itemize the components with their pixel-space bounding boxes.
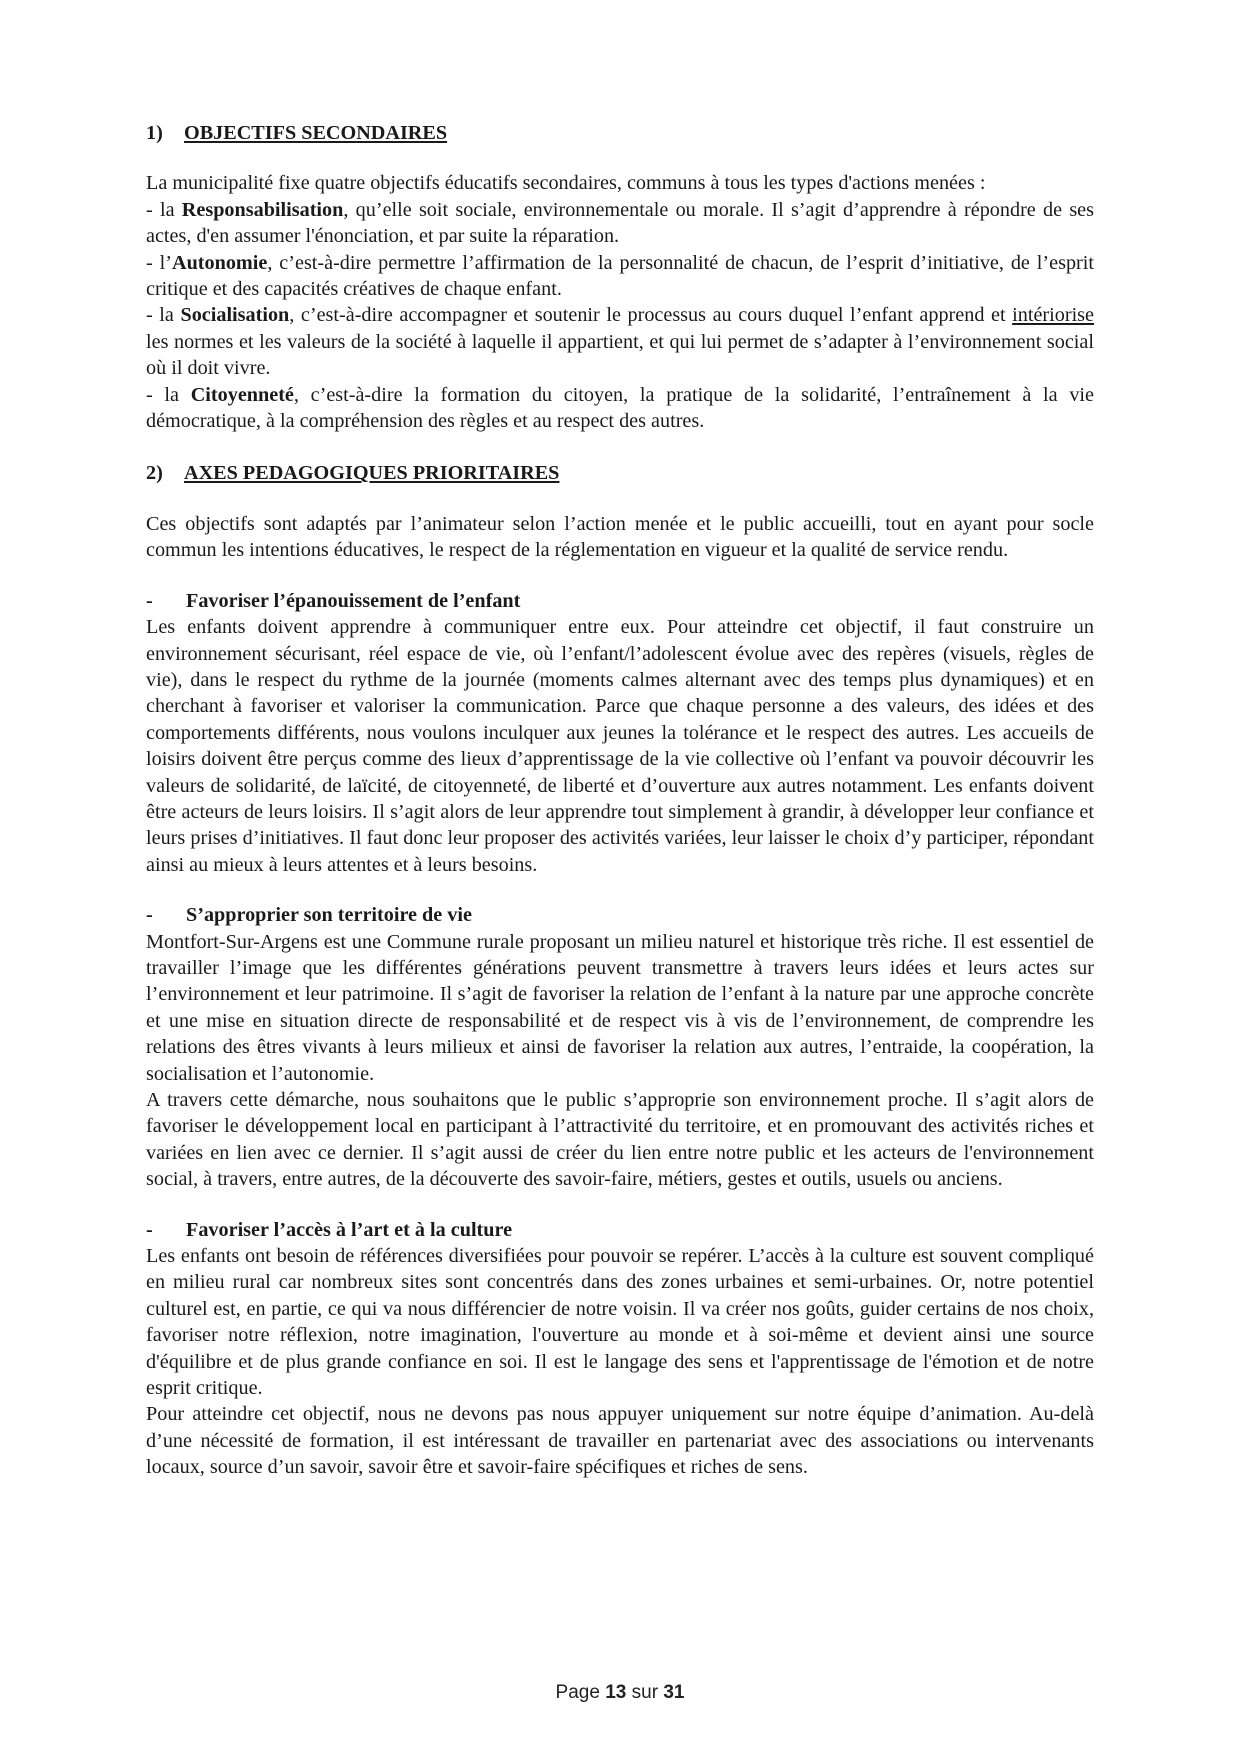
objective-item-responsabilisation: - la Responsabilisation, qu’elle soit sociale, environnementale ou morale. Il s’agit d’apprendre à répondre de ses actes, d'en assumer l'énonciation, et par suite la réparation.	[146, 198, 1094, 248]
axis-paragraph: Les enfants doivent apprendre à communiquer entre eux. Pour atteindre cet objectif, il faut construire un environnement sécurisant, réel espace de vie, où l’enfant/l’adolescent évolue avec des repères (visuels, règles de vie), dans le respect du rythme de la journée (moments calmes alternant avec des temps plus dynamiques) et en cherchant à favoriser et valoriser la communication. Parce que chaque personne a des valeurs, des idées et des comportements différents, nous voulons inculquer aux jeunes la tolérance et le respect des autres. Les accueils de loisirs doivent être perçus comme des lieux d’apprentissage de la vie collective où l’enfant va pouvoir découvrir les valeurs de solidarité, de laïcité, de citoyenneté, de liberté et d’ouverture aux autres notamment. Les enfants doivent être acteurs de leurs loisirs. Il s’agit alors de leur apprendre tout simplement à grandir, à développer leur confiance et leurs prises d’initiatives. Il faut donc leur proposer des activités variées, leur laisser le choix d’y participer, répondant ainsi au mieux à leurs attentes et à leurs besoins.	[146, 616, 1094, 876]
axis-title: Favoriser l’accès à l’art et à la culture	[186, 1218, 513, 1241]
axis-title: S’approprier son territoire de vie	[186, 904, 472, 927]
axis-paragraph: Pour atteindre cet objectif, nous ne devons pas nous appuyer uniquement sur notre équipe d’animation. Au-delà d’une nécessité de formation, il est intéressant de travailler en partenariat avec des associations ou intervenants locaux, source d’un savoir, savoir être et savoir-faire spécifiques et riches de sens.	[146, 1403, 1094, 1479]
of-label: sur	[631, 1682, 659, 1703]
section-heading-objectifs	[146, 120, 1094, 146]
axis-heading-epanouissement: - Favoriser l’épanouissement de l’enfant	[146, 589, 521, 612]
intro-paragraph: La municipalité fixe quatre objectifs éducatifs secondaires, communs à tous les types d'actions menées :	[146, 172, 986, 195]
axis-paragraph: Montfort-Sur-Argens est une Commune rurale proposant un milieu naturel et historique très riche. Il est essentiel de travailler l’image que les différentes générations peuvent transmettre à travers leurs idées et leurs actes sur l’environnement et leur patrimoine. Il s’agit de favoriser la relation de l’enfant à la nature par une approche concrète et une mise en situation directe de responsabilité et de respect vis à vis de l’environnement, de comprendre les relations des êtres vivants à leurs milieux et ainsi de favoriser la relation aux autres, l’entraide, la coopération, la socialisation et l’autonomie.	[146, 930, 1094, 1085]
axis-heading-territoire: - S’approprier son territoire de vie	[146, 904, 472, 927]
objective-item-citoyennete: - la Citoyenneté, c’est-à-dire la formation du citoyen, la pratique de la solidarité, l’entraînement à la vie démocratique, à la compréhension des règles et au respect des autres.	[146, 383, 1094, 433]
axis-title: Favoriser l’épanouissement de l’enfant	[186, 589, 521, 612]
section-title: OBJECTIFS SECONDAIRES	[184, 122, 448, 144]
section-title: AXES PEDAGOGIQUES PRIORITAIRES	[184, 462, 560, 485]
objective-term: Autonomie	[171, 251, 268, 274]
objective-term: Citoyenneté	[190, 383, 294, 406]
document-page	[146, 120, 1094, 1481]
section-number: 1)	[146, 122, 163, 144]
axis-paragraph: Les enfants ont besoin de références diversifiées pour pouvoir se repérer. L’accès à la culture est souvent compliqué en milieu rural car nombreux sites sont concentrés dans des zones urbaines et semi-urbaines. Or, notre potentiel culturel est, en partie, ce qui va nous différencier de notre voisin. Il va créer nos goûts, guider certains de nos choix, favoriser notre réflexion, notre imagination, l'ouverture au monde et à soi-même et devient ainsi une source d'équilibre et de plus grande confiance en soi. Il est le langage des sens et l'apprentissage de l'émotion et de notre esprit critique.	[146, 1245, 1094, 1400]
page-label: Page	[555, 1682, 600, 1703]
section-number: 2)	[146, 462, 163, 485]
objective-term: Responsabilisation	[181, 198, 344, 221]
objective-item-socialisation: - la Socialisation, c’est-à-dire accompagner et soutenir le processus au cours duquel l’enfant apprend et intériorise les normes et les valeurs de la société à laquelle il appartient, et qui lui permet de s’adapter à l’environnement social où il doit vivre.	[146, 304, 1095, 380]
underlined-word: intériorise	[1012, 304, 1095, 327]
axis-heading-culture: - Favoriser l’accès à l’art et à la culture	[146, 1218, 513, 1241]
section-heading-axes	[146, 460, 1094, 486]
objective-item-autonomie: - l’Autonomie, c’est-à-dire permettre l’affirmation de la personnalité de chacun, de l’esprit d’initiative, de l’esprit critique et des capacités créatives de chaque enfant.	[146, 251, 1094, 301]
objective-term: Socialisation	[180, 304, 290, 327]
page-footer	[0, 1682, 1240, 1704]
intro-paragraph: Ces objectifs sont adaptés par l’animateur selon l’action menée et le public accueilli, tout en ayant pour socle commun les intentions éducatives, le respect de la réglementation en vigueur et la qualité de service rendu.	[146, 512, 1094, 562]
axis-paragraph: A travers cette démarche, nous souhaitons que le public s’approprie son environnement proche. Il s’agit alors de favoriser le développement local en participant à l’attractivité du territoire, et en promouvant des activités riches et variées en lien avec ce dernier. Il s’agit aussi de créer du lien entre notre public et les acteurs de l'environnement social, à travers, entre autres, de la découverte des savoir-faire, métiers, gestes et outils, usuels ou anciens.	[146, 1089, 1094, 1191]
page-number: 13	[605, 1682, 627, 1703]
total-pages: 31	[663, 1682, 685, 1703]
